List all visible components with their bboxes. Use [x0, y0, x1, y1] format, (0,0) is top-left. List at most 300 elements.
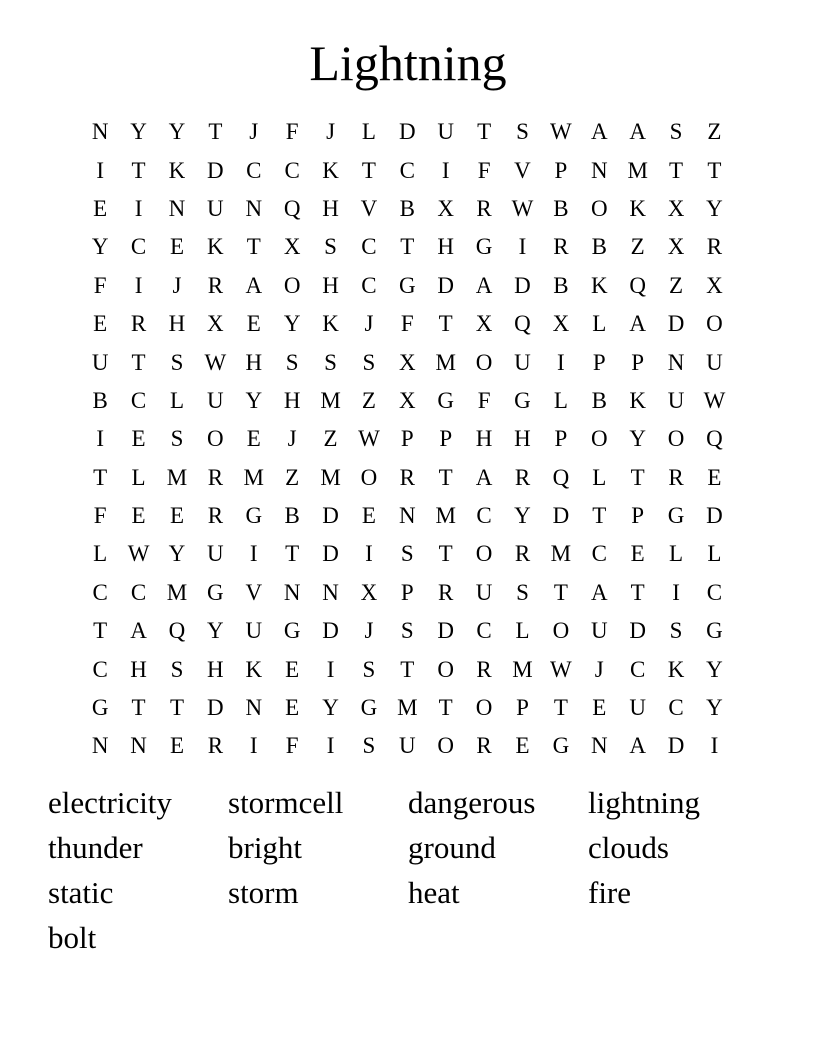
grid-letter: I	[249, 541, 258, 567]
grid-letter: H	[322, 195, 339, 221]
grid-letter: E	[361, 503, 376, 529]
grid-letter: I	[96, 426, 105, 452]
grid-letter: Y	[283, 311, 301, 337]
grid-letter: C	[92, 656, 108, 682]
grid-letter: C	[629, 656, 646, 682]
grid-letter: Y	[706, 656, 723, 682]
grid-letter: K	[590, 272, 608, 298]
grid-letter: U	[245, 618, 263, 644]
grid-letter: X	[360, 579, 378, 605]
grid-letter: C	[476, 618, 492, 644]
grid-letter: N	[399, 503, 416, 529]
grid-letter: C	[130, 579, 147, 605]
grid-letter: N	[667, 349, 685, 375]
grid-row	[81, 228, 734, 266]
grid-letter: K	[207, 234, 224, 260]
grid-letter: X	[667, 234, 685, 260]
grid-letter: S	[170, 656, 184, 682]
grid-letter: V	[514, 157, 531, 183]
grid-letter: G	[91, 695, 109, 721]
grid-letter: O	[590, 426, 608, 452]
grid-letter: Y	[706, 695, 723, 721]
word-list	[48, 782, 768, 962]
word-list-item: lightning	[588, 785, 700, 820]
grid-letter: E	[169, 503, 184, 529]
grid-letter: J	[249, 119, 259, 145]
grid-letter: G	[552, 733, 570, 759]
grid-letter: Z	[285, 464, 300, 490]
grid-letter: U	[437, 119, 455, 145]
grid-letter: M	[320, 387, 341, 413]
grid-letter: C	[399, 157, 415, 183]
grid-row	[81, 190, 734, 228]
grid-letter: G	[283, 618, 301, 644]
grid-letter: L	[553, 387, 568, 413]
grid-letter: M	[166, 579, 188, 605]
grid-letter: N	[91, 733, 109, 759]
grid-letter: S	[669, 618, 683, 644]
grid-letter: Z	[630, 234, 645, 260]
grid-letter: O	[360, 464, 378, 490]
grid-letter: W	[358, 426, 380, 452]
word-list-item: fire	[588, 875, 632, 910]
grid-letter: O	[475, 349, 493, 375]
grid-letter: H	[130, 656, 147, 682]
grid-letter: K	[667, 656, 685, 682]
grid-letter: I	[441, 157, 450, 183]
grid-letter: T	[477, 119, 492, 145]
grid-row	[81, 267, 734, 305]
grid-letter: M	[243, 464, 264, 490]
grid-letter: T	[285, 541, 300, 567]
grid-letter: T	[669, 157, 684, 183]
grid-letter: N	[130, 733, 147, 759]
grid-letter: O	[706, 311, 723, 337]
grid-letter: C	[130, 387, 147, 413]
grid-letter: C	[246, 157, 262, 183]
grid-letter: B	[92, 387, 108, 413]
grid-letter: E	[246, 311, 261, 337]
grid-letter: B	[553, 272, 569, 298]
grid-letter: M	[435, 503, 456, 529]
grid-letter: G	[667, 503, 685, 529]
grid-letter: T	[169, 695, 184, 721]
grid-letter: D	[207, 157, 224, 183]
grid-letter: E	[169, 234, 184, 260]
grid-letter: Y	[130, 119, 147, 145]
grid-letter: U	[706, 349, 723, 375]
grid-letter: F	[93, 272, 107, 298]
grid-letter: G	[437, 387, 455, 413]
grid-row	[81, 382, 734, 420]
grid-letter: F	[93, 503, 107, 529]
grid-letter: O	[475, 695, 493, 721]
grid-letter: O	[475, 541, 493, 567]
grid-letter: H	[168, 311, 186, 337]
grid-letter: E	[93, 195, 108, 221]
page-title: Lightning	[309, 35, 507, 91]
grid-letter: I	[365, 541, 373, 567]
grid-letter: S	[170, 426, 184, 452]
grid-letter: S	[324, 349, 337, 375]
grid-row	[81, 420, 734, 458]
grid-letter: E	[285, 656, 300, 682]
grid-letter: Y	[168, 541, 186, 567]
grid-letter: H	[283, 387, 301, 413]
grid-letter: T	[208, 119, 223, 145]
grid-letter: Z	[323, 426, 338, 452]
grid-letter: E	[285, 695, 300, 721]
grid-letter: L	[669, 541, 684, 567]
grid-letter: Q	[514, 311, 531, 337]
grid-letter: A	[245, 272, 263, 298]
grid-letter: Y	[514, 503, 531, 529]
grid-letter: Y	[322, 695, 339, 721]
grid-letter: O	[667, 426, 685, 452]
grid-letter: I	[326, 656, 335, 682]
grid-letter: P	[631, 503, 645, 529]
grid-letter: S	[362, 733, 376, 759]
word-list-item: electricity	[48, 785, 172, 820]
word-list-item: storm	[228, 875, 299, 910]
grid-letter: D	[322, 618, 339, 644]
grid-letter: M	[320, 464, 341, 490]
grid-letter: C	[706, 579, 723, 605]
grid-letter: Z	[669, 272, 684, 298]
grid-letter: R	[207, 503, 224, 529]
grid-letter: D	[706, 503, 723, 529]
grid-letter: D	[437, 272, 455, 298]
grid-letter: X	[706, 272, 723, 298]
grid-letter: F	[285, 733, 299, 759]
grid-letter: T	[400, 234, 415, 260]
grid-letter: N	[168, 195, 186, 221]
grid-letter: U	[514, 349, 531, 375]
grid-letter: S	[285, 349, 299, 375]
grid-letter: W	[703, 387, 726, 413]
grid-row	[81, 113, 734, 151]
grid-letter: M	[397, 695, 418, 721]
grid-letter: V	[245, 579, 263, 605]
grid-row	[81, 612, 734, 650]
grid-letter: S	[400, 541, 414, 567]
grid-letter: T	[131, 157, 146, 183]
grid-letter: B	[553, 195, 569, 221]
grid-letter: H	[207, 656, 224, 682]
grid-letter: T	[707, 157, 722, 183]
grid-letter: F	[400, 311, 414, 337]
grid-letter: P	[516, 695, 529, 721]
letter-grid	[81, 113, 734, 766]
grid-letter: X	[475, 311, 493, 337]
grid-letter: K	[168, 157, 186, 183]
grid-letter: A	[629, 119, 646, 145]
grid-letter: M	[550, 541, 572, 567]
grid-letter: M	[166, 464, 188, 490]
grid-letter: E	[131, 426, 146, 452]
grid-letter: I	[134, 195, 143, 221]
grid-letter: X	[207, 311, 224, 337]
grid-letter: O	[207, 426, 224, 452]
grid-letter: J	[326, 119, 336, 145]
grid-letter: X	[552, 311, 570, 337]
grid-letter: O	[552, 618, 570, 644]
grid-letter: T	[131, 349, 146, 375]
grid-letter: E	[630, 541, 645, 567]
grid-letter: G	[514, 387, 531, 413]
grid-letter: D	[322, 541, 339, 567]
grid-letter: O	[590, 195, 608, 221]
grid-letter: R	[207, 464, 224, 490]
grid-letter: R	[438, 579, 454, 605]
grid-letter: X	[399, 349, 416, 375]
word-list-item: static	[48, 875, 114, 910]
grid-letter: U	[667, 387, 685, 413]
grid-row	[81, 497, 734, 535]
grid-letter: D	[399, 119, 416, 145]
grid-letter: U	[475, 579, 493, 605]
grid-letter: P	[439, 426, 453, 452]
grid-letter: X	[667, 195, 685, 221]
grid-letter: P	[400, 426, 414, 452]
grid-letter: S	[324, 234, 337, 260]
grid-letter: Q	[552, 464, 570, 490]
grid-letter: K	[322, 311, 339, 337]
grid-letter: S	[362, 349, 376, 375]
word-list-item: stormcell	[228, 785, 344, 820]
grid-letter: X	[399, 387, 416, 413]
grid-letter: C	[92, 579, 108, 605]
grid-letter: Y	[245, 387, 263, 413]
word-list-item: dangerous	[408, 785, 536, 820]
grid-letter: A	[629, 733, 646, 759]
grid-letter: B	[591, 234, 607, 260]
grid-letter: T	[131, 695, 146, 721]
grid-letter: R	[476, 195, 492, 221]
grid-letter: T	[93, 464, 108, 490]
grid-letter: I	[672, 579, 680, 605]
grid-letter: W	[550, 119, 572, 145]
grid-letter: B	[591, 387, 607, 413]
grid-letter: Q	[706, 426, 723, 452]
grid-row	[81, 535, 734, 573]
grid-letter: T	[630, 464, 645, 490]
grid-letter: K	[629, 387, 646, 413]
grid-letter: R	[706, 234, 723, 260]
grid-letter: J	[594, 656, 604, 682]
word-list-item: clouds	[588, 830, 669, 865]
grid-letter: B	[399, 195, 415, 221]
grid-letter: T	[553, 695, 568, 721]
grid-letter: V	[360, 195, 378, 221]
grid-letter: T	[246, 234, 261, 260]
grid-letter: U	[399, 733, 416, 759]
grid-letter: F	[477, 157, 491, 183]
grid-letter: R	[476, 733, 492, 759]
grid-letter: T	[93, 618, 108, 644]
grid-letter: R	[130, 311, 147, 337]
grid-letter: I	[249, 733, 258, 759]
grid-letter: P	[554, 426, 568, 452]
grid-letter: W	[511, 195, 534, 221]
grid-letter: E	[93, 311, 108, 337]
grid-letter: G	[706, 618, 723, 644]
grid-letter: L	[361, 119, 376, 145]
grid-row	[81, 151, 734, 189]
grid-letter: J	[364, 311, 374, 337]
grid-letter: T	[438, 464, 453, 490]
grid-letter: H	[437, 234, 455, 260]
grid-letter: Z	[361, 387, 376, 413]
grid-letter: T	[553, 579, 568, 605]
grid-letter: K	[322, 157, 339, 183]
grid-letter: S	[516, 579, 529, 605]
grid-letter: L	[707, 541, 722, 567]
grid-row	[81, 574, 734, 612]
grid-letter: A	[130, 618, 147, 644]
grid-letter: R	[207, 733, 224, 759]
grid-letter: L	[592, 311, 607, 337]
grid-letter: S	[669, 119, 683, 145]
grid-letter: E	[515, 733, 530, 759]
grid-letter: Z	[707, 119, 722, 145]
grid-letter: P	[592, 349, 606, 375]
grid-letter: D	[629, 618, 646, 644]
grid-letter: W	[550, 656, 572, 682]
grid-letter: I	[557, 349, 565, 375]
grid-letter: Y	[207, 618, 224, 644]
grid-letter: R	[553, 234, 569, 260]
grid-letter: C	[130, 234, 147, 260]
grid-letter: G	[245, 503, 263, 529]
grid-row	[81, 305, 734, 343]
grid-letter: Q	[283, 195, 301, 221]
grid-letter: H	[322, 272, 339, 298]
grid-letter: B	[284, 503, 300, 529]
grid-letter: R	[514, 541, 531, 567]
grid-letter: G	[207, 579, 224, 605]
grid-letter: Y	[168, 119, 186, 145]
word-list-item: bolt	[48, 920, 97, 955]
word-list-item: ground	[408, 830, 496, 865]
grid-letter: J	[172, 272, 182, 298]
grid-letter: I	[134, 272, 143, 298]
grid-letter: M	[435, 349, 456, 375]
grid-letter: K	[245, 656, 263, 682]
grid-letter: N	[245, 195, 263, 221]
grid-letter: A	[475, 464, 493, 490]
grid-letter: A	[629, 311, 646, 337]
grid-letter: I	[96, 157, 105, 183]
grid-letter: U	[629, 695, 646, 721]
grid-letter: N	[322, 579, 339, 605]
grid-letter: P	[400, 579, 414, 605]
grid-letter: L	[93, 541, 108, 567]
grid-row	[81, 689, 734, 727]
grid-letter: E	[246, 426, 261, 452]
grid-letter: F	[285, 119, 299, 145]
grid-letter: L	[515, 618, 530, 644]
grid-letter: L	[169, 387, 184, 413]
grid-letter: G	[475, 234, 493, 260]
grid-letter: N	[590, 157, 608, 183]
grid-letter: O	[283, 272, 301, 298]
grid-row	[81, 343, 734, 381]
grid-letter: T	[438, 541, 453, 567]
grid-letter: A	[475, 272, 493, 298]
grid-letter: D	[437, 618, 455, 644]
grid-letter: H	[245, 349, 263, 375]
grid-letter: J	[287, 426, 297, 452]
grid-letter: Y	[629, 426, 646, 452]
grid-letter: S	[170, 349, 184, 375]
grid-letter: U	[207, 195, 224, 221]
grid-letter: R	[514, 464, 531, 490]
grid-letter: R	[207, 272, 224, 298]
grid-letter: P	[631, 349, 645, 375]
grid-letter: G	[399, 272, 416, 298]
grid-letter: E	[707, 464, 722, 490]
grid-letter: D	[552, 503, 570, 529]
grid-letter: D	[667, 311, 685, 337]
grid-letter: Y	[706, 195, 723, 221]
word-list-item: heat	[408, 875, 460, 910]
grid-letter: M	[512, 656, 533, 682]
grid-row	[81, 650, 734, 688]
grid-letter: E	[592, 695, 607, 721]
grid-letter: H	[475, 426, 493, 452]
grid-letter: H	[514, 426, 531, 452]
grid-letter: D	[322, 503, 339, 529]
grid-letter: D	[667, 733, 685, 759]
grid-letter: E	[131, 503, 146, 529]
grid-letter: Y	[91, 234, 109, 260]
grid-letter: S	[516, 119, 529, 145]
grid-letter: P	[554, 157, 568, 183]
grid-letter: N	[245, 695, 263, 721]
grid-letter: S	[400, 618, 414, 644]
grid-letter: R	[476, 656, 492, 682]
grid-letter: U	[207, 387, 224, 413]
grid-letter: T	[438, 311, 453, 337]
grid-letter: K	[629, 195, 646, 221]
grid-letter: T	[400, 656, 415, 682]
grid-letter: Q	[629, 272, 646, 298]
grid-letter: T	[592, 503, 607, 529]
grid-letter: D	[514, 272, 531, 298]
grid-letter: A	[590, 119, 608, 145]
grid-letter: U	[207, 541, 224, 567]
grid-letter: O	[437, 733, 455, 759]
grid-letter: C	[668, 695, 684, 721]
grid-letter: C	[361, 272, 377, 298]
grid-letter: N	[91, 119, 109, 145]
grid-letter: S	[362, 656, 376, 682]
grid-letter: I	[518, 234, 527, 260]
grid-letter: J	[364, 618, 374, 644]
grid-letter: F	[477, 387, 491, 413]
grid-letter: U	[91, 349, 109, 375]
word-list-item: thunder	[48, 830, 143, 865]
grid-letter: R	[399, 464, 415, 490]
grid-letter: N	[590, 733, 608, 759]
grid-letter: O	[437, 656, 455, 682]
grid-letter: C	[284, 157, 300, 183]
grid-letter: X	[437, 195, 455, 221]
grid-letter: N	[283, 579, 301, 605]
grid-letter: E	[169, 733, 184, 759]
grid-letter: W	[204, 349, 227, 375]
